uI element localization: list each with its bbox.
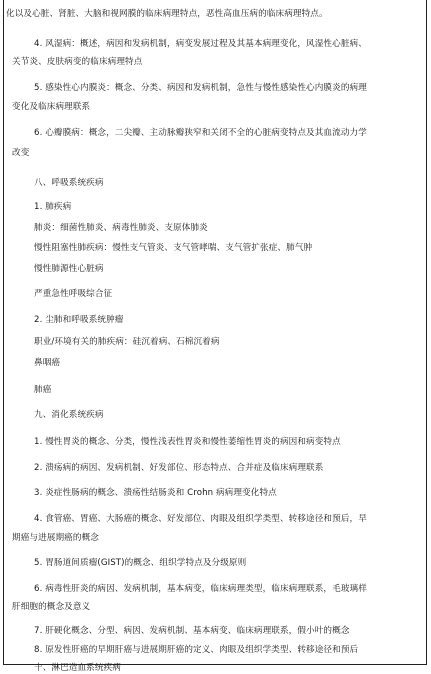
text-line: 慢性阻塞性肺疾病：慢性支气管炎、支气管哮喘、支气管扩张症、肺气肿 [34, 243, 313, 253]
text-line: 肺炎：细菌性肺炎、病毒性肺炎、支原体肺炎 [34, 223, 208, 233]
text-line: 4. 食管癌、胃癌、大肠癌的概念、好发部位、肉眼及组织学类型、转移途径和预后，早 [34, 514, 367, 524]
text-line: 4. 风湿病：概述，病因和发病机制，病变发展过程及其基本病理变化，风湿性心脏病、 [34, 39, 367, 49]
text-line: 关节炎、皮肤病变的临床病理特点 [12, 57, 143, 67]
text-line: 5. 胃肠道间质瘤(GIST)的概念、组织学特点及分级原则 [34, 558, 247, 568]
text-line: 7. 肝硬化概念、分型、病因、发病机制、基本病变、临床病理联系，假小叶的概念 [34, 626, 350, 636]
text-line: 5. 感染性心内膜炎：概念、分类、病因和发病机制，急性与慢性感染性心内膜炎的病理 [34, 83, 367, 93]
text-line: 改变 [12, 148, 30, 158]
section-heading: 九、消化系统疾病 [34, 410, 104, 420]
text-line: 3. 炎症性肠病的概念、溃疡性结肠炎和 Crohn 病病理变化特点 [34, 488, 277, 498]
text-line: 2. 溃疡病的病因、发病机制、好发部位、形态特点、合并症及临床病理联系 [34, 463, 324, 473]
section-heading: 八、呼吸系统疾病 [34, 178, 104, 188]
text-line: 变化及临床病理联系 [12, 102, 91, 112]
text-line: 6. 心瓣膜病：概念，二尖瓣、主动脉瓣狭窄和关闭不全的心脏病变特点及其血流动力学 [34, 128, 367, 138]
text-line: 6. 病毒性肝炎的病因、发病机制，基本病变，临床病理类型，临床病理联系，毛玻璃样 [34, 584, 367, 594]
section-heading: 十、淋巴造血系统疾病 [34, 663, 121, 673]
text-line: 肺癌 [34, 385, 52, 395]
text-line: 8. 原发性肝癌的早期肝癌与进展期肝癌的定义、肉眼及组织学类型、转移途径和预后 [34, 645, 359, 655]
text-line: 严重急性呼吸综合征 [34, 289, 113, 299]
text-line: 慢性肺源性心脏病 [34, 264, 104, 274]
text-line: 2. 尘肺和呼吸系统肿瘤 [34, 315, 124, 325]
text-line: 肝细胞的概念及意义 [12, 602, 91, 612]
text-line: 期癌与进展期癌的概念 [12, 533, 99, 543]
text-line: 职业/环境有关的肺疾病：硅沉着病、石棉沉着病 [34, 337, 220, 347]
text-line: 1. 慢性胃炎的概念、分类，慢性浅表性胃炎和慢性萎缩性胃炎的病因和病变特点 [34, 437, 341, 447]
text-line: 化以及心脏、肾脏、大脑和视网膜的临床病理特点，恶性高血压病的临床病理特点。 [6, 9, 328, 19]
text-line: 鼻咽癌 [34, 358, 61, 368]
text-line: 1. 肺疾病 [34, 202, 72, 212]
